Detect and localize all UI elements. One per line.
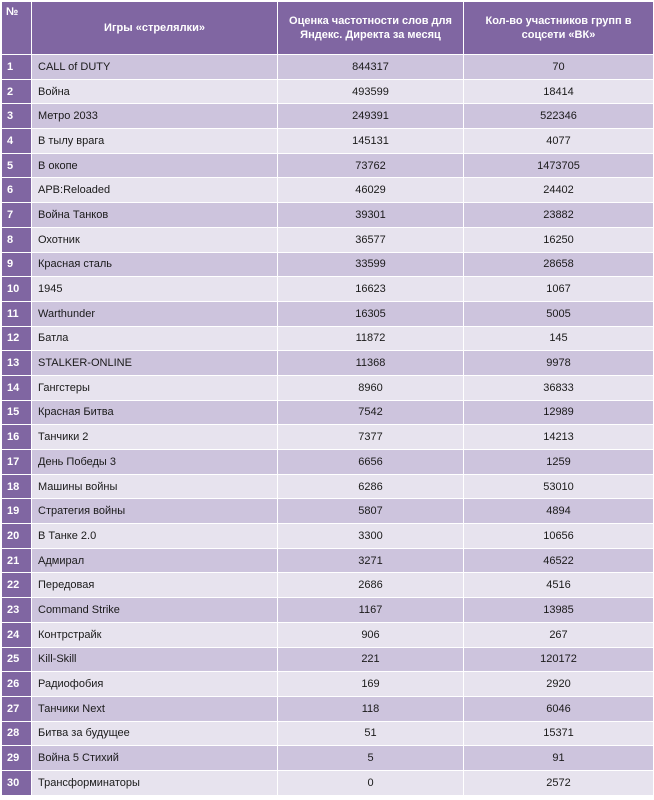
vk-members: 1473705 [464, 153, 654, 178]
row-number: 17 [2, 450, 32, 475]
table-row [2, 450, 654, 475]
row-number: 27 [2, 696, 32, 721]
vk-members: 23882 [464, 203, 654, 228]
table-row [2, 277, 654, 302]
table-row [2, 647, 654, 672]
row-number: 8 [2, 227, 32, 252]
yandex-frequency: 3300 [278, 524, 464, 549]
row-number: 7 [2, 203, 32, 228]
vk-members: 4077 [464, 129, 654, 154]
game-name: День Победы 3 [32, 450, 278, 475]
vk-members: 14213 [464, 425, 654, 450]
yandex-frequency: 39301 [278, 203, 464, 228]
vk-members: 2920 [464, 672, 654, 697]
row-number: 23 [2, 598, 32, 623]
yandex-frequency: 249391 [278, 104, 464, 129]
vk-members: 36833 [464, 375, 654, 400]
vk-members: 16250 [464, 227, 654, 252]
table-row [2, 696, 654, 721]
game-name: Танчики 2 [32, 425, 278, 450]
row-number: 14 [2, 375, 32, 400]
game-name: 1945 [32, 277, 278, 302]
yandex-frequency: 169 [278, 672, 464, 697]
game-name: Красная сталь [32, 252, 278, 277]
yandex-frequency: 221 [278, 647, 464, 672]
yandex-frequency: 0 [278, 770, 464, 795]
row-number: 29 [2, 746, 32, 771]
table-row [2, 548, 654, 573]
yandex-frequency: 16305 [278, 301, 464, 326]
yandex-frequency: 493599 [278, 79, 464, 104]
vk-members: 522346 [464, 104, 654, 129]
game-name: Warthunder [32, 301, 278, 326]
header-yandex-frequency: Оценка частотности слов для Яндекс. Директа за месяц [278, 2, 464, 55]
yandex-frequency: 2686 [278, 573, 464, 598]
table-row [2, 203, 654, 228]
vk-members: 120172 [464, 647, 654, 672]
row-number: 1 [2, 55, 32, 80]
table-row [2, 622, 654, 647]
yandex-frequency: 16623 [278, 277, 464, 302]
table-row [2, 770, 654, 795]
header-vk-members: Кол-во участников групп в соцсети «ВК» [464, 2, 654, 55]
row-number: 12 [2, 326, 32, 351]
table-row [2, 746, 654, 771]
vk-members: 10656 [464, 524, 654, 549]
table-row [2, 129, 654, 154]
row-number: 25 [2, 647, 32, 672]
yandex-frequency: 5 [278, 746, 464, 771]
game-name: STALKER-ONLINE [32, 351, 278, 376]
table-body [2, 55, 654, 796]
vk-members: 15371 [464, 721, 654, 746]
vk-members: 24402 [464, 178, 654, 203]
vk-members: 91 [464, 746, 654, 771]
row-number: 6 [2, 178, 32, 203]
table-row [2, 326, 654, 351]
yandex-frequency: 73762 [278, 153, 464, 178]
row-number: 10 [2, 277, 32, 302]
header-num: № [2, 2, 32, 55]
vk-members: 4894 [464, 499, 654, 524]
yandex-frequency: 8960 [278, 375, 464, 400]
game-name: Гангстеры [32, 375, 278, 400]
game-name: Машины войны [32, 474, 278, 499]
vk-members: 9978 [464, 351, 654, 376]
row-number: 3 [2, 104, 32, 129]
yandex-frequency: 11872 [278, 326, 464, 351]
game-name: Битва за будущее [32, 721, 278, 746]
game-name: Метро 2033 [32, 104, 278, 129]
row-number: 19 [2, 499, 32, 524]
game-name: Красная Битва [32, 400, 278, 425]
yandex-frequency: 46029 [278, 178, 464, 203]
yandex-frequency: 11368 [278, 351, 464, 376]
yandex-frequency: 145131 [278, 129, 464, 154]
table-row [2, 104, 654, 129]
vk-members: 145 [464, 326, 654, 351]
table-row [2, 598, 654, 623]
vk-members: 28658 [464, 252, 654, 277]
table-row [2, 721, 654, 746]
vk-members: 53010 [464, 474, 654, 499]
vk-members: 4516 [464, 573, 654, 598]
yandex-frequency: 3271 [278, 548, 464, 573]
vk-members: 1067 [464, 277, 654, 302]
yandex-frequency: 7377 [278, 425, 464, 450]
game-name: Батла [32, 326, 278, 351]
row-number: 30 [2, 770, 32, 795]
vk-members: 267 [464, 622, 654, 647]
row-number: 4 [2, 129, 32, 154]
row-number: 16 [2, 425, 32, 450]
yandex-frequency: 5807 [278, 499, 464, 524]
game-name: В Танке 2.0 [32, 524, 278, 549]
row-number: 15 [2, 400, 32, 425]
row-number: 2 [2, 79, 32, 104]
yandex-frequency: 6286 [278, 474, 464, 499]
game-name: Трансформинаторы [32, 770, 278, 795]
game-name: Радиофобия [32, 672, 278, 697]
game-name: CALL of DUTY [32, 55, 278, 80]
yandex-frequency: 51 [278, 721, 464, 746]
games-table [1, 1, 654, 796]
yandex-frequency: 1167 [278, 598, 464, 623]
row-number: 21 [2, 548, 32, 573]
table-row [2, 79, 654, 104]
row-number: 20 [2, 524, 32, 549]
table-row [2, 178, 654, 203]
table-row [2, 524, 654, 549]
yandex-frequency: 844317 [278, 55, 464, 80]
yandex-frequency: 7542 [278, 400, 464, 425]
game-name: Адмирал [32, 548, 278, 573]
game-name: Война 5 Стихий [32, 746, 278, 771]
row-number: 13 [2, 351, 32, 376]
vk-members: 2572 [464, 770, 654, 795]
row-number: 26 [2, 672, 32, 697]
table-row [2, 400, 654, 425]
game-name: Танчики Next [32, 696, 278, 721]
game-name: Война [32, 79, 278, 104]
vk-members: 70 [464, 55, 654, 80]
vk-members: 18414 [464, 79, 654, 104]
vk-members: 12989 [464, 400, 654, 425]
vk-members: 5005 [464, 301, 654, 326]
table-row [2, 252, 654, 277]
game-name: Command Strike [32, 598, 278, 623]
game-name: В тылу врага [32, 129, 278, 154]
table-row [2, 672, 654, 697]
row-number: 9 [2, 252, 32, 277]
vk-members: 46522 [464, 548, 654, 573]
table-row [2, 499, 654, 524]
row-number: 18 [2, 474, 32, 499]
game-name: Война Танков [32, 203, 278, 228]
yandex-frequency: 36577 [278, 227, 464, 252]
header-row [2, 2, 654, 55]
yandex-frequency: 906 [278, 622, 464, 647]
table-row [2, 227, 654, 252]
row-number: 22 [2, 573, 32, 598]
table-row [2, 301, 654, 326]
row-number: 28 [2, 721, 32, 746]
vk-members: 13985 [464, 598, 654, 623]
row-number: 24 [2, 622, 32, 647]
table-row [2, 375, 654, 400]
game-name: Стратегия войны [32, 499, 278, 524]
table-row [2, 351, 654, 376]
table-row [2, 153, 654, 178]
table-row [2, 55, 654, 80]
game-name: Охотник [32, 227, 278, 252]
table-header [2, 2, 654, 55]
game-name: Контрстрайк [32, 622, 278, 647]
row-number: 5 [2, 153, 32, 178]
game-name: APB:Reloaded [32, 178, 278, 203]
game-name: В окопе [32, 153, 278, 178]
vk-members: 6046 [464, 696, 654, 721]
table-row [2, 474, 654, 499]
vk-members: 1259 [464, 450, 654, 475]
yandex-frequency: 118 [278, 696, 464, 721]
yandex-frequency: 6656 [278, 450, 464, 475]
game-name: Kill-Skill [32, 647, 278, 672]
row-number: 11 [2, 301, 32, 326]
yandex-frequency: 33599 [278, 252, 464, 277]
game-name: Передовая [32, 573, 278, 598]
table-row [2, 425, 654, 450]
header-game-name: Игры «стрелялки» [32, 2, 278, 55]
table-row [2, 573, 654, 598]
